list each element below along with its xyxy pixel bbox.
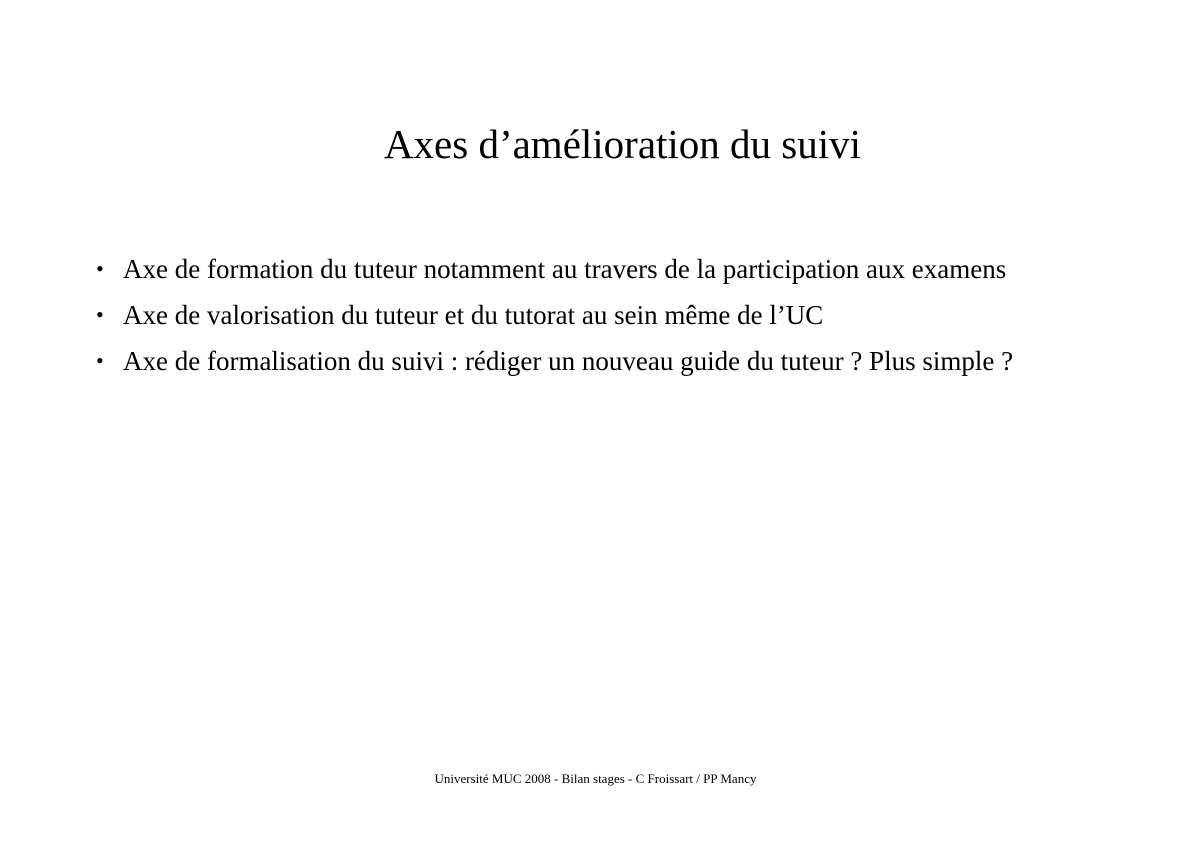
bullet-item: [96, 250, 1106, 288]
bullet-list: [96, 250, 1106, 388]
bullet-marker: •: [96, 302, 104, 327]
bullet-item: [96, 296, 1106, 334]
bullet-marker: •: [96, 348, 104, 373]
slide-title: Axes d’amélioration du suivi: [383, 121, 862, 167]
bullet-text: Axe de formalisation du suivi : rédiger un nouveau guide du tuteur ? Plus simple ?: [123, 346, 1014, 376]
slide-footer: Université MUC 2008 - Bilan stages - C Froissart / PP Mancy: [434, 771, 757, 786]
bullet-text: Axe de valorisation du tuteur et du tutorat au sein même de l’UC: [123, 300, 824, 330]
bullet-text: Axe de formation du tuteur notamment au travers de la participation aux examens: [123, 254, 1007, 284]
bullet-marker: •: [96, 256, 104, 281]
bullet-item: [96, 342, 1106, 380]
